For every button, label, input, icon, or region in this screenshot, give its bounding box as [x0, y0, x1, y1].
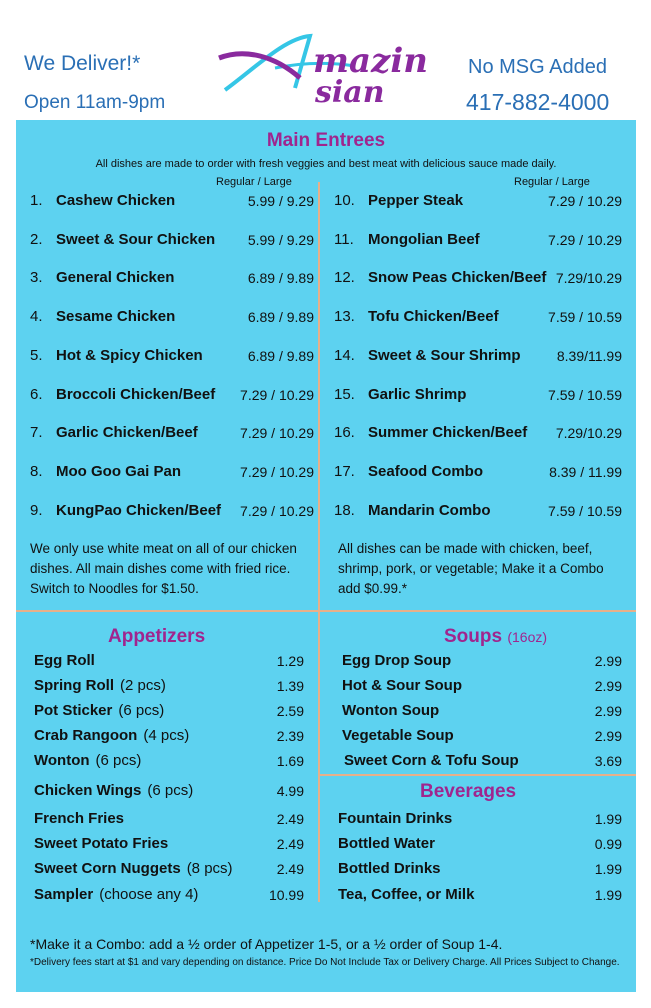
soups-beverages-divider: [320, 774, 636, 776]
appetizer-price: 1.29: [276, 653, 304, 669]
entree-price: 7.29/10.29: [555, 425, 622, 442]
entree-price: 7.59 / 10.59: [548, 386, 622, 403]
entree-number: 8.: [30, 462, 43, 480]
soups-title: [444, 626, 547, 648]
entree-number: 5.: [30, 346, 43, 364]
entree-name: Snow Peas Chicken/Beef: [368, 269, 547, 287]
appetizer-price: 2.49: [276, 861, 304, 877]
entree-price: 7.59 / 10.59: [548, 502, 622, 519]
beverage-name: Bottled Drinks: [338, 860, 441, 877]
entree-price: 7.29 / 10.29: [240, 463, 314, 480]
entree-price: 8.39/11.99: [556, 347, 622, 364]
entree-name: Cashew Chicken: [56, 192, 176, 209]
appetizer-item: [34, 810, 124, 827]
entree-name: Mandarin Combo: [368, 501, 491, 519]
entree-price: 6.89 / 9.89: [247, 309, 314, 326]
entree-price: 8.39 / 11.99: [549, 463, 622, 480]
entree-price: 7.29 / 10.29: [240, 502, 314, 519]
soup-price: 2.99: [594, 728, 622, 744]
section-divider: [16, 610, 636, 612]
size-label-right: Regular / Large: [514, 176, 590, 188]
entree-price: 7.29 / 10.29: [240, 386, 314, 403]
appetizers-title: Appetizers: [108, 626, 206, 647]
appetizer-name: Egg Roll: [34, 652, 95, 669]
appetizer-item: [34, 835, 168, 852]
entree-name: Tofu Chicken/Beef: [368, 308, 499, 326]
entree-price: 7.29/10.29: [555, 270, 622, 287]
main-entrees-title: Main Entrees: [266, 130, 386, 151]
beverage-price: 1.99: [594, 811, 622, 827]
entree-number: 11.: [334, 230, 354, 248]
beverage-price: 1.99: [594, 861, 622, 877]
entree-number: 12.: [334, 269, 355, 287]
logo-line1: mazin: [313, 41, 428, 81]
appetizer-name: Wonton: [34, 752, 90, 769]
entree-name: Pepper Steak: [368, 192, 464, 209]
appetizer-price: 10.99: [268, 887, 304, 903]
delivery-note: *Delivery fees start at $1 and vary depending on distance. Price Do Not Include Tax or Delivery Charge. All Prices Subject to Change.: [30, 957, 620, 968]
soup-name: Sweet Corn & Tofu Soup: [344, 752, 519, 769]
appetizer-name: Chicken Wings: [34, 782, 142, 799]
entree-number: 4.: [30, 308, 43, 326]
appetizer-item: [34, 860, 233, 877]
appetizer-item: [34, 702, 164, 719]
appetizer-price: 2.49: [276, 836, 304, 852]
beverage-price: 1.99: [594, 887, 622, 903]
entree-number: 15.: [334, 385, 355, 403]
menu-panel: [16, 120, 636, 992]
appetizer-name: Sweet Potato Fries: [34, 835, 169, 852]
appetizer-qty: (6 pcs): [118, 702, 165, 719]
appetizer-name: Sampler: [34, 886, 94, 903]
entree-name: Summer Chicken/Beef: [368, 424, 528, 442]
beverage-name: Bottled Water: [338, 835, 435, 852]
soup-name: Hot & Sour Soup: [342, 677, 462, 694]
beverages-title: Beverages: [420, 781, 517, 802]
appetizer-name: Spring Roll: [34, 677, 114, 694]
entree-price: 7.29 / 10.29: [240, 425, 314, 442]
entree-name: Sesame Chicken: [56, 308, 176, 326]
entree-price: 7.59 / 10.59: [548, 309, 622, 326]
entree-name: Seafood Combo: [368, 462, 483, 480]
entree-number: 18.: [334, 501, 355, 519]
entree-number: 2.: [30, 230, 43, 248]
lower-center-divider: [318, 612, 320, 902]
soup-price: 2.99: [594, 678, 622, 694]
entree-price: 7.29 / 10.29: [548, 231, 622, 248]
we-deliver-text: We Deliver!*: [24, 52, 141, 75]
appetizer-name: Pot Sticker: [34, 702, 113, 719]
appetizer-price: 2.59: [276, 703, 304, 719]
appetizer-price: 2.39: [276, 728, 304, 744]
entree-name: Broccoli Chicken/Beef: [56, 385, 216, 403]
entree-name: KungPao Chicken/Beef: [56, 501, 222, 519]
entree-price: 5.99 / 9.29: [247, 193, 314, 209]
entree-name: Moo Goo Gai Pan: [56, 462, 182, 480]
soup-price: 2.99: [594, 703, 622, 719]
soups-size: (16oz): [507, 629, 548, 645]
main-note-right: All dishes can be made with chicken, beef, shrimp, pork, or vegetable; Make it a Combo add $0.99.*: [338, 541, 604, 596]
entree-number: 17.: [334, 462, 355, 480]
appetizer-name: Crab Rangoon: [34, 727, 138, 744]
size-label-left: Regular / Large: [216, 176, 292, 188]
soup-name: Wonton Soup: [342, 702, 440, 719]
appetizer-qty: (8 pcs): [186, 860, 233, 877]
entree-price: 6.89 / 9.89: [247, 347, 314, 364]
logo-line2: sian: [315, 75, 385, 108]
no-msg-text: No MSG Added: [468, 56, 607, 78]
combo-note: *Make it a Combo: add a ½ order of Appetizer 1-5, or a ½ order of Soup 1-4.: [30, 936, 503, 952]
soups-title-text: Soups: [444, 626, 503, 647]
beverage-price: 0.99: [594, 836, 622, 852]
hours-text: Open 11am-9pm: [24, 92, 166, 113]
soup-price: 3.69: [594, 753, 622, 769]
entree-name: Hot & Spicy Chicken: [56, 346, 203, 364]
entree-number: 10.: [334, 192, 355, 209]
entree-number: 7.: [30, 424, 43, 442]
amazin-asian-logo: [215, 28, 450, 108]
entree-number: 1.: [30, 192, 43, 209]
main-center-divider: [318, 182, 320, 610]
appetizer-item: [34, 727, 189, 744]
phone-number[interactable]: 417-882-4000: [466, 89, 610, 115]
appetizer-item: [34, 652, 95, 669]
appetizer-qty: (4 pcs): [143, 727, 190, 744]
appetizer-qty: (choose any 4): [99, 886, 199, 903]
entree-name: General Chicken: [56, 269, 175, 287]
entree-number: 14.: [334, 346, 355, 364]
appetizer-qty: (6 pcs): [95, 752, 142, 769]
appetizer-price: 1.69: [276, 753, 304, 769]
entree-name: Mongolian Beef: [368, 230, 480, 248]
entree-price: 7.29 / 10.29: [548, 193, 622, 209]
appetizer-qty: (2 pcs): [120, 677, 166, 694]
entree-number: 9.: [30, 501, 43, 519]
entree-number: 13.: [334, 308, 355, 326]
soup-name: Vegetable Soup: [342, 727, 454, 744]
main-entrees-subtitle: All dishes are made to order with fresh veggies and best meat with delicious sauce made daily.: [95, 158, 557, 170]
entree-price: 6.89 / 9.89: [247, 270, 314, 287]
appetizer-price: 2.49: [276, 811, 304, 827]
main-note-left: We only use white meat on all of our chicken dishes. All main dishes come with fried rice. Switch to Noodles for $1.50.: [30, 541, 297, 596]
appetizer-item: [34, 782, 193, 799]
appetizer-price: 4.99: [276, 783, 304, 799]
entree-name: Sweet & Sour Shrimp: [368, 346, 521, 364]
appetizer-price: 1.39: [276, 678, 304, 694]
entree-name: Garlic Shrimp: [368, 385, 467, 403]
entree-name: Sweet & Sour Chicken: [56, 230, 216, 248]
entree-price: 5.99 / 9.29: [247, 231, 314, 248]
entree-name: Garlic Chicken/Beef: [56, 424, 198, 442]
soup-name: Egg Drop Soup: [342, 652, 452, 669]
soup-price: 2.99: [594, 653, 622, 669]
appetizer-item: [34, 752, 141, 769]
appetizer-qty: (6 pcs): [147, 782, 194, 799]
entree-number: 16.: [334, 424, 355, 442]
appetizer-item: [34, 677, 166, 694]
appetizer-name: Sweet Corn Nuggets: [34, 860, 181, 877]
beverage-name: Fountain Drinks: [338, 810, 453, 827]
entree-number: 3.: [30, 269, 43, 287]
entree-number: 6.: [30, 385, 43, 403]
appetizer-item: [34, 886, 198, 903]
appetizer-name: French Fries: [34, 810, 125, 827]
beverage-name: Tea, Coffee, or Milk: [338, 886, 475, 903]
